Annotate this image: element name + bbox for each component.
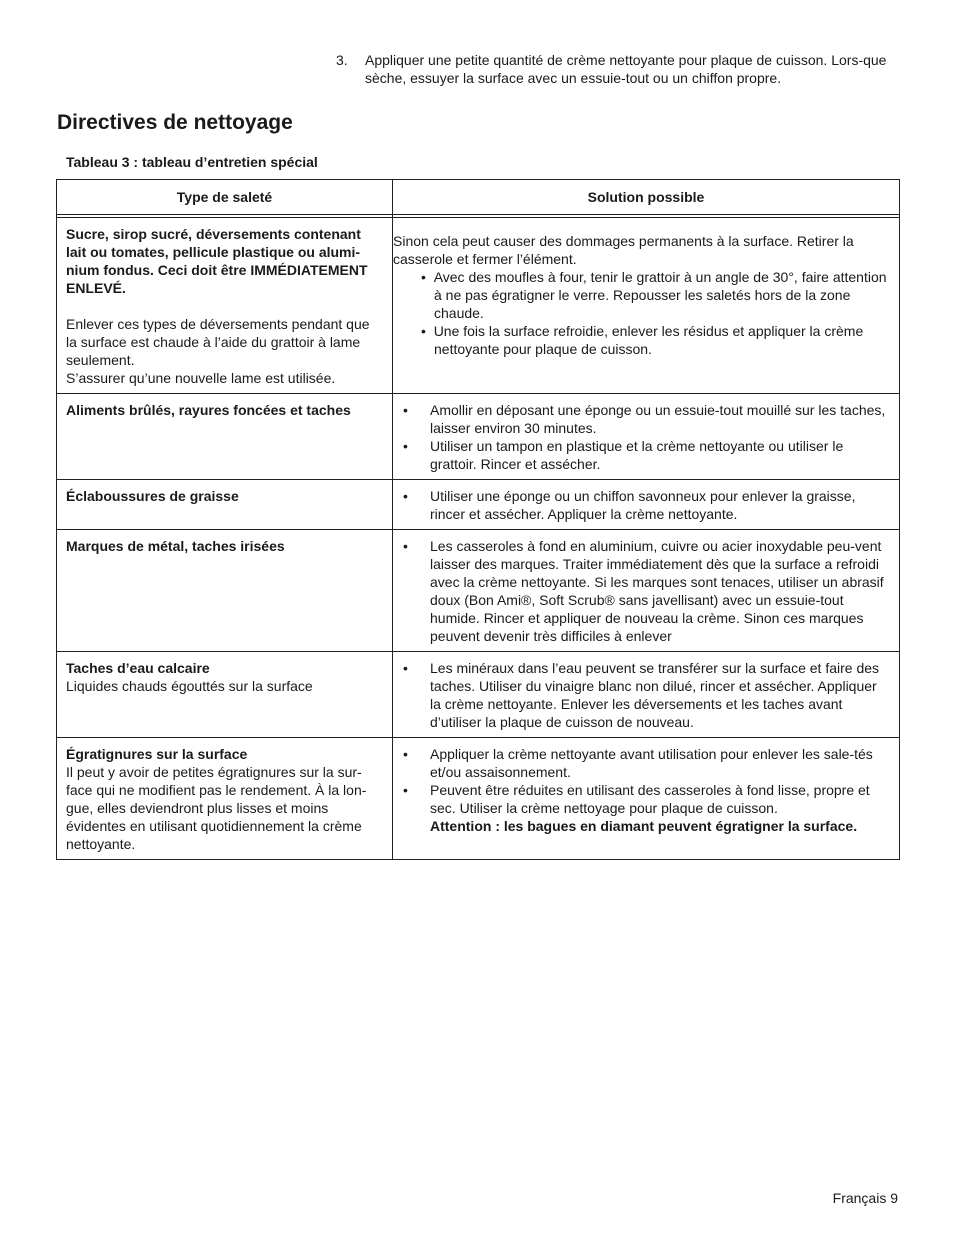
list-item: • Amollir en déposant une éponge ou un essuie-tout mouillé sur les taches, laisser environ 30 minutes.: [403, 402, 886, 436]
solution-list: [401, 659, 891, 731]
dirt-title: Sucre, sirop sucré, déversements contenant lait ou tomates, pellicule plastique ou alumi-nium fondus. Ceci doit être IMMÉDIATEMENT ENLEVÉ.: [66, 226, 368, 296]
dirt-cell: [57, 480, 393, 530]
dirt-cell: [57, 652, 393, 738]
solution-list: [393, 268, 895, 358]
dirt-description: S’assurer qu’une nouvelle lame est utilisée.: [66, 370, 336, 386]
step-text: Appliquer une petite quantité de crème nettoyante pour plaque de cuisson. Lors-que sèche, essuyer la surface avec un essuie-tout ou un chiffon propre.: [365, 52, 887, 86]
step-number: 3.: [336, 52, 348, 68]
list-item: • Les minéraux dans l’eau peuvent se transférer sur la surface et faire des taches. Utiliser du vinaigre blanc non dilué, rincer et assécher. Appliquer la crème nettoyante. Enlever les déversements et les taches avant d’utiliser la plaque de cuisson de nouveau.: [403, 660, 880, 730]
header-dirt-type: Type de saleté: [57, 180, 393, 215]
list-item: • Utiliser un tampon en plastique et la crème nettoyante ou utiliser le grattoir. Rincer et assécher.: [403, 438, 844, 472]
list-item: • Utiliser une éponge ou un chiffon savonneux pour enlever la graisse, rincer et assécher. Appliquer la crème nettoyante.: [403, 488, 856, 522]
table-row: [57, 218, 900, 394]
dirt-title: Taches d’eau calcaire: [66, 660, 210, 676]
dirt-description: Liquides chauds égouttés sur la surface: [66, 678, 313, 694]
list-item: • Une fois la surface refroidie, enlever les résidus et appliquer la crème nettoyante pour plaque de cuisson.: [421, 323, 864, 357]
dirt-description: Il peut y avoir de petites égratignures sur la sur-face qui ne modifient pas le rendement. À la lon-gue, elles deviendront plus lisses et moins évidentes en utilisant quotidiennement la crème nettoyante.: [66, 764, 367, 852]
dirt-title: Éclaboussures de graisse: [66, 488, 239, 504]
list-item: • Avec des moufles à four, tenir le grattoir à un angle de 30°, faire attention à ne pas égratigner le verre. Repousser les saletés hors de la zone chaude.: [421, 269, 887, 321]
dirt-title: Égratignures sur la surface: [66, 746, 248, 762]
dirt-cell: [57, 394, 393, 480]
list-item: • Appliquer la crème nettoyante avant utilisation pour enlever les sale-tés et/ou assaisonnement.: [403, 746, 873, 780]
table-header-row: [57, 180, 900, 215]
list-item: • Peuvent être réduites en utilisant des casseroles à fond lisse, propre et sec. Utiliser la crème nettoyage pour plaque de cuisson. Attention : les bagues en diamant peuvent égratigner la surface.: [403, 782, 870, 834]
solution-list: [401, 537, 891, 645]
header-solution: Solution possible: [393, 180, 900, 215]
table-row: [57, 652, 900, 738]
page-footer: Français 9: [832, 1190, 898, 1206]
table-caption: Tableau 3 : tableau d’entretien spécial: [66, 154, 318, 170]
solution-cell: [393, 218, 900, 394]
table-row: [57, 480, 900, 530]
dirt-title: Marques de métal, taches irisées: [66, 538, 285, 554]
solution-cell: [393, 530, 900, 652]
dirt-description: Enlever ces types de déversements pendant que la surface est chaude à l’aide du grattoir à lame seulement.: [66, 316, 370, 368]
section-title: Directives de nettoyage: [57, 111, 293, 134]
solution-cell: [393, 394, 900, 480]
dirt-cell: [57, 218, 393, 394]
table-row: [57, 394, 900, 480]
solution-list: [401, 401, 891, 473]
solution-cell: [393, 480, 900, 530]
special-care-table: [56, 179, 900, 860]
warning-text: Attention : les bagues en diamant peuvent égratigner la surface.: [430, 818, 858, 834]
solution-list: [401, 745, 891, 835]
dirt-cell: [57, 530, 393, 652]
table-row: [57, 530, 900, 652]
solution-cell: [393, 652, 900, 738]
step-3: [336, 51, 896, 87]
solution-cell: [393, 738, 900, 860]
list-item: • Les casseroles à fond en aluminium, cuivre ou acier inoxydable peu-vent laisser des marques. Traiter immédiatement dès que la surface a refroidi avec la crème nettoyante. Si les marques sont tenaces, utiliser un abrasif doux (Bon Ami®, Soft Scrub® sans javellisant) avec un essuie-tout humide. Rincer et appliquer de nouveau la crème. Sinon ces marques peuvent devenir très difficiles à enlever: [403, 538, 884, 644]
table-row: [57, 738, 900, 860]
solution-list: [401, 487, 891, 523]
dirt-title: Aliments brûlés, rayures foncées et taches: [66, 402, 351, 418]
dirt-cell: [57, 738, 393, 860]
solution-intro: Sinon cela peut causer des dommages permanents à la surface. Retirer la casserole et fermer l’élément.: [393, 233, 854, 267]
